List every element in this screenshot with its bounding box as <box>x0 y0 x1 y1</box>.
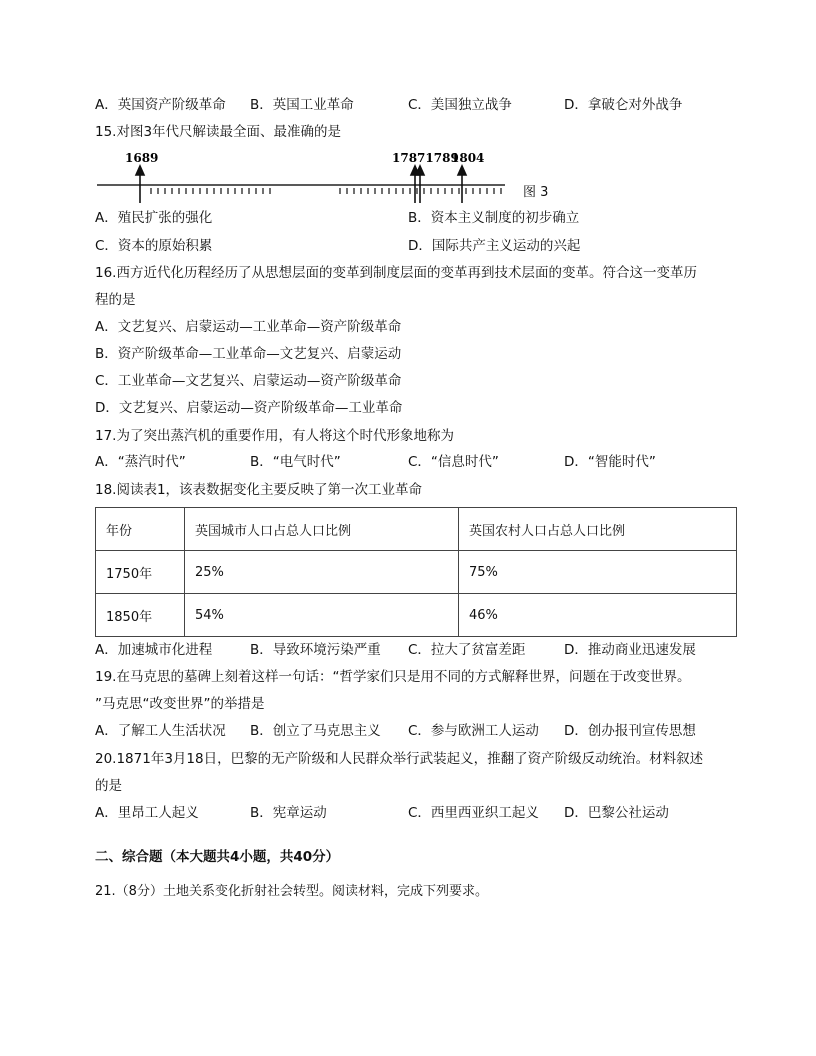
q16-option-b: B．资产阶级革命—工业革命—文艺复兴、启蒙运动 <box>95 346 402 362</box>
q14-option-d: D．拿破仑对外战争 <box>564 97 683 113</box>
q17-option-b: B．“电气时代” <box>250 454 341 470</box>
table-cell: 1850年 <box>96 594 185 637</box>
q14-option-b: B．英国工业革命 <box>250 97 354 113</box>
section-title: 二、综合题（本大题共4小题，共40分） <box>95 849 340 865</box>
q19-stem-line2: ”马克思“改变世界”的举措是 <box>95 696 265 712</box>
table-header-cell: 英国农村人口占总人口比例 <box>459 508 737 551</box>
table-header-row <box>96 508 737 551</box>
q17-stem: 17.为了突出蒸汽机的重要作用，有人将这个时代形象地称为 <box>95 428 454 444</box>
table-cell: 54% <box>185 594 459 637</box>
population-table <box>95 507 737 637</box>
q15-option-c: C．资本的原始积累 <box>95 238 213 254</box>
table-row <box>96 594 737 637</box>
table-cell: 1750年 <box>96 551 185 594</box>
timeline-ticks <box>151 188 501 194</box>
table-cell: 25% <box>185 551 459 594</box>
q16-option-c: C．工业革命—文艺复兴、启蒙运动—资产阶级革命 <box>95 373 402 389</box>
q20-stem-line2: 的是 <box>95 778 122 794</box>
timeline-figure <box>95 145 565 205</box>
q14-option-c: C．美国独立战争 <box>408 97 512 113</box>
q19-option-d: D．创办报刊宣传思想 <box>564 723 696 739</box>
q18-option-c: C．拉大了贫富差距 <box>408 642 526 658</box>
q18-option-d: D．推动商业迅速发展 <box>564 642 696 658</box>
timeline-label-1804: 1804 <box>451 151 485 165</box>
q18-option-b: B．导致环境污染严重 <box>250 642 381 658</box>
q16-stem-line2: 程的是 <box>95 292 136 308</box>
q17-option-a: A．“蒸汽时代” <box>95 454 186 470</box>
q19-option-c: C．参与欧洲工人运动 <box>408 723 539 739</box>
q18-stem: 18.阅读表1，该表数据变化主要反映了第一次工业革命 <box>95 482 423 498</box>
q17-option-c: C．“信息时代” <box>408 454 499 470</box>
q20-option-b: B．宪章运动 <box>250 805 327 821</box>
q15-option-b: B．资本主义制度的初步确立 <box>408 210 580 226</box>
table-header-cell: 英国城市人口占总人口比例 <box>185 508 459 551</box>
table-cell: 46% <box>459 594 737 637</box>
table-cell: 75% <box>459 551 737 594</box>
timeline-label-1787-1789: 17871789 <box>392 151 459 165</box>
q16-option-a: A．文艺复兴、启蒙运动—工业革命—资产阶级革命 <box>95 319 402 335</box>
q20-option-a: A．里昂工人起义 <box>95 805 199 821</box>
q16-option-d: D．文艺复兴、启蒙运动—资产阶级革命—工业革命 <box>95 400 403 416</box>
table-row <box>96 551 737 594</box>
table-header-cell: 年份 <box>96 508 185 551</box>
figure-label: 图 3 <box>523 185 549 200</box>
q15-option-d: D．国际共产主义运动的兴起 <box>408 238 581 254</box>
q19-stem-line1: 19.在马克思的墓碑上刻着这样一句话：“哲学家们只是用不同的方式解释世界，问题在于改变世界。 <box>95 669 691 685</box>
q18-option-a: A．加速城市化进程 <box>95 642 213 658</box>
q16-stem-line1: 16.西方近代化历程经历了从思想层面的变革到制度层面的变革再到技术层面的变革。符合这一变革历 <box>95 265 697 281</box>
q15-stem: 15.对图3年代尺解读最全面、最准确的是 <box>95 124 342 140</box>
q20-option-c: C．西里西亚织工起义 <box>408 805 539 821</box>
q21-stem: 21.（8分）土地关系变化折射社会转型。阅读材料，完成下列要求。 <box>95 884 488 899</box>
q17-option-d: D．“智能时代” <box>564 454 656 470</box>
q14-option-a: A．英国资产阶级革命 <box>95 97 226 113</box>
q20-stem-line1: 20.1871年3月18日，巴黎的无产阶级和人民群众举行武装起义，推翻了资产阶级反动统治。材料叙述 <box>95 751 704 767</box>
q19-option-b: B．创立了马克思主义 <box>250 723 381 739</box>
q15-option-a: A．殖民扩张的强化 <box>95 210 213 226</box>
timeline-label-1689: 1689 <box>125 151 159 165</box>
q20-option-d: D．巴黎公社运动 <box>564 805 669 821</box>
q19-option-a: A．了解工人生活状况 <box>95 723 226 739</box>
